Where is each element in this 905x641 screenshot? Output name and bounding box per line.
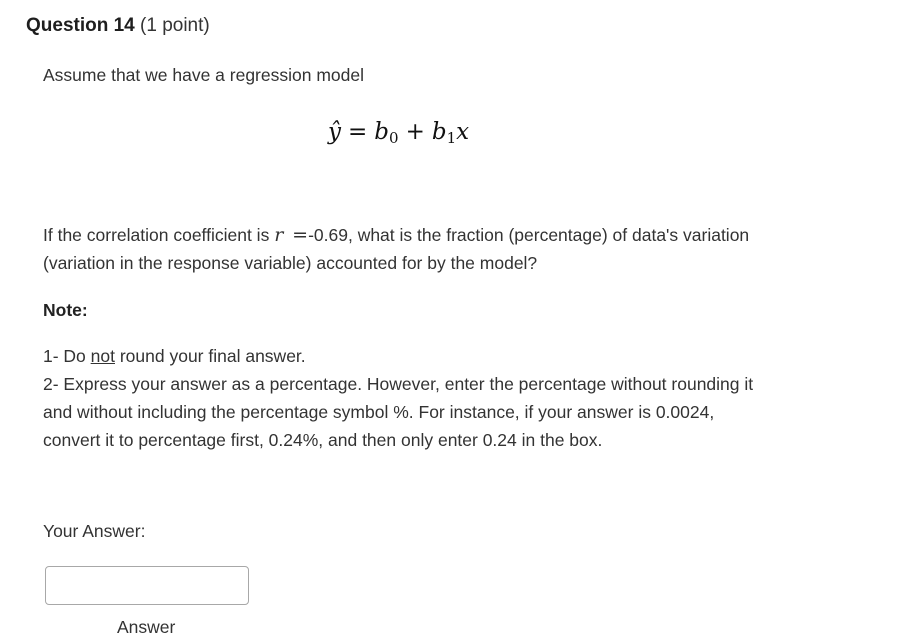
formula-equals: = [348, 119, 368, 145]
question-text-after: -0.69, what is the fraction (percentage) of data's variation (variation in the response variable) accounted for by the model? [43, 225, 750, 273]
notes-block [43, 342, 763, 454]
answer-input[interactable] [45, 566, 249, 605]
formula-b0: b [374, 119, 390, 145]
formula-x: x [456, 119, 470, 145]
question-points: (1 point) [140, 15, 210, 36]
formula-sub0: 0 [389, 129, 399, 147]
note-line-1 [43, 342, 763, 370]
your-answer-label: Your Answer: [43, 521, 146, 541]
question-header [26, 14, 210, 38]
formula-b1: b [431, 119, 447, 145]
r-symbol: r [274, 224, 284, 246]
formula-plus: + [405, 119, 425, 145]
formula-yhat: ŷ [328, 119, 341, 145]
question-text [43, 221, 803, 277]
note-line-1-before: 1- Do [43, 346, 91, 366]
r-equals: = [292, 224, 309, 246]
note-line-2: 2- Express your answer as a percentage. However, enter the percentage without rounding it and without including the percentage symbol %. For instance, if your answer is 0.0024, convert it to percentage first, 0.24%, and then only enter 0.24 in the box. [43, 374, 754, 450]
formula-sub1: 1 [446, 129, 457, 147]
question-text-before: If the correlation coefficient is [43, 225, 275, 245]
note-label: Note: [43, 300, 88, 320]
question-title: Question 14 [26, 15, 135, 36]
note-line-1-underlined: not [90, 346, 115, 366]
answer-caption: Answer [117, 617, 176, 637]
regression-formula [328, 116, 469, 154]
intro-text: Assume that we have a regression model [43, 65, 364, 85]
note-line-1-after: round your final answer. [114, 346, 306, 366]
